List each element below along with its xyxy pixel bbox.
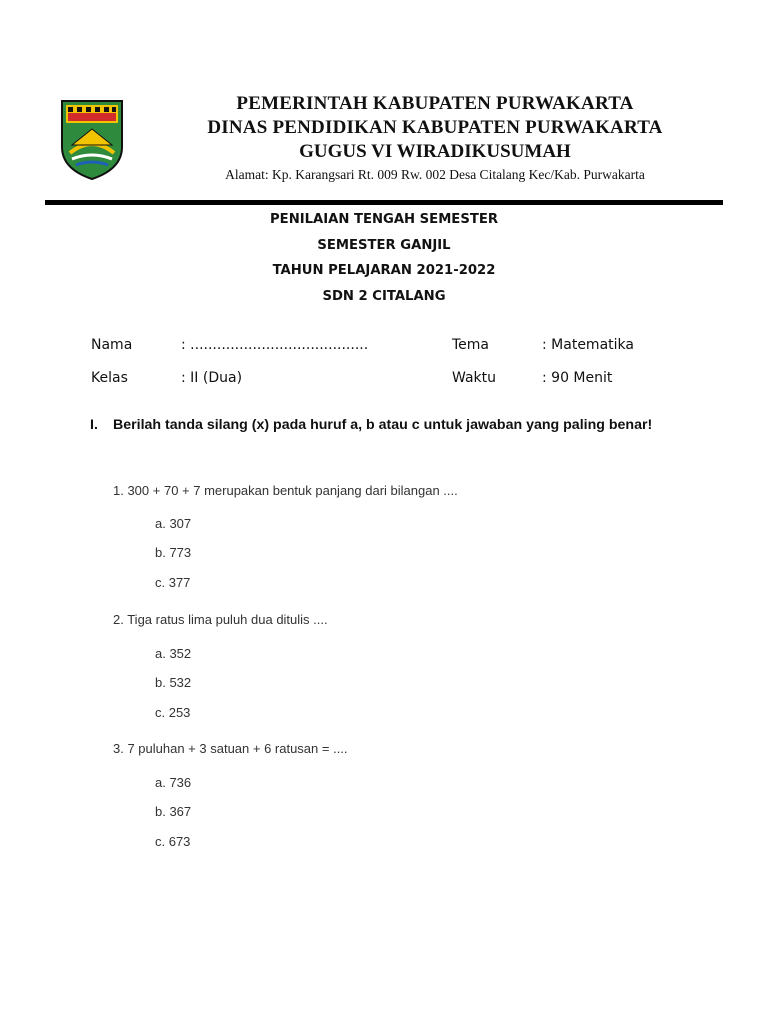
nama-value: : ........................................ — [181, 337, 369, 353]
question-2-option-a: a. 352 — [155, 646, 192, 661]
exam-year: TAHUN PELAJARAN 2021-2022 — [272, 263, 496, 278]
question-3-option-a: a. 736 — [155, 775, 192, 790]
question-3: 3. 7 puluhan + 3 satuan + 6 ratusan = .... — [113, 741, 348, 756]
letterhead-line-2: DINAS PENDIDIKAN KABUPATEN PURWAKARTA — [207, 117, 663, 138]
question-3-option-c: c. 673 — [155, 834, 191, 849]
letterhead-line-3: GUGUS VI WIRADIKUSUMAH — [299, 141, 571, 162]
question-2: 2. Tiga ratus lima puluh dua ditulis .... — [113, 612, 328, 627]
nama-label: Nama — [91, 337, 133, 353]
exam-title: PENILAIAN TENGAH SEMESTER — [270, 212, 498, 227]
student-info — [0, 0, 768, 400]
question-1-option-c: c. 377 — [155, 575, 191, 590]
letterhead-line-1: PEMERINTAH KABUPATEN PURWAKARTA — [236, 93, 634, 114]
question-1-option-a: a. 307 — [155, 516, 192, 531]
kelas-label: Kelas — [91, 370, 128, 386]
kelas-value: : II (Dua) — [181, 370, 243, 386]
tema-value: : Matematika — [542, 337, 634, 353]
letterhead-address: Alamat: Kp. Karangsari Rt. 009 Rw. 002 Desa Citalang Kec/Kab. Purwakarta — [225, 167, 645, 182]
waktu-value: : 90 Menit — [542, 370, 613, 386]
question-2-option-c: c. 253 — [155, 705, 191, 720]
waktu-label: Waktu — [452, 370, 496, 386]
question-1: 1. 300 + 70 + 7 merupakan bentuk panjang dari bilangan .... — [113, 483, 458, 498]
exam-school: SDN 2 CITALANG — [322, 288, 446, 304]
section-number: I. — [90, 417, 98, 433]
exam-semester: SEMESTER GANJIL — [317, 237, 451, 253]
instruction-text: Berilah tanda silang (x) pada huruf a, b atau c untuk jawaban yang paling benar! — [113, 417, 653, 433]
tema-label: Tema — [452, 337, 490, 353]
question-1-option-b: b. 773 — [155, 545, 192, 560]
question-2-option-b: b. 532 — [155, 675, 192, 690]
question-3-option-b: b. 367 — [155, 804, 192, 819]
